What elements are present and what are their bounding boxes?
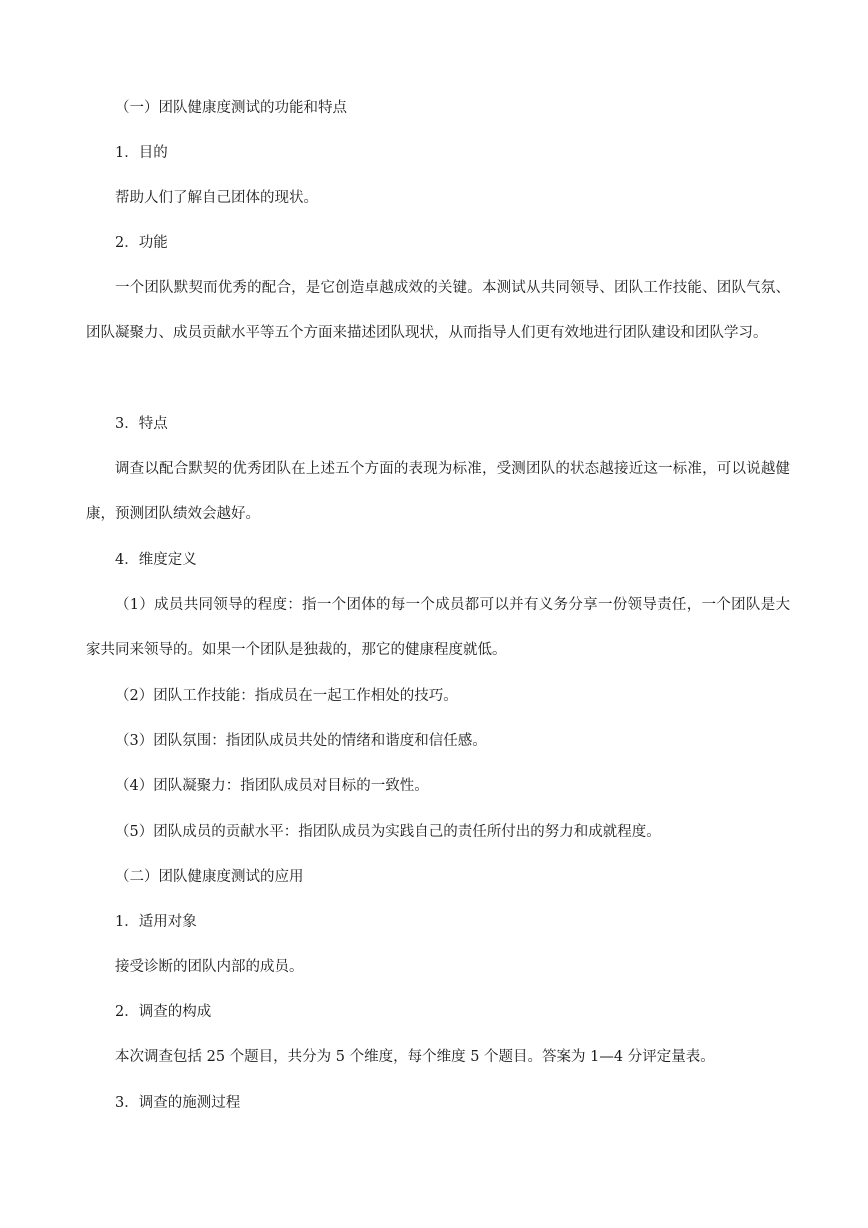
dimension-team-climate: （3）团队氛围：指团队成员共处的情绪和谐度和信任感。 bbox=[115, 733, 487, 749]
paragraph-target: 接受诊断的团队内部的成员。 bbox=[115, 959, 304, 975]
dimension-cohesion: （4）团队凝聚力：指团队成员对目标的一致性。 bbox=[115, 778, 429, 794]
paragraph-composition: 本次调查包括 25 个题目，共分为 5 个维度，每个维度 5 个题目。答案为 1—4 分评定量表。 bbox=[115, 1049, 715, 1065]
subheading-target: 1．适用对象 bbox=[115, 914, 197, 930]
dimension-team-skills: （2）团队工作技能：指成员在一起工作相处的技巧。 bbox=[115, 688, 458, 704]
subheading-function: 2．功能 bbox=[115, 235, 168, 251]
dimension-contribution: （5）团队成员的贡献水平：指团队成员为实践自己的责任所付出的努力和成就程度。 bbox=[115, 824, 661, 840]
subheading-procedure: 3．调查的施测过程 bbox=[115, 1095, 241, 1111]
section-heading-functions: （一）团队健康度测试的功能和特点 bbox=[115, 100, 347, 116]
paragraph-purpose: 帮助人们了解自己团体的现状。 bbox=[115, 190, 318, 206]
paragraph-function: 一个团队默契而优秀的配合，是它创造卓越成效的关键。本测试从共同领导、团队工作技能、团队气氛、团队凝聚力、成员贡献水平等五个方面来描述团队现状，从而指导人们更有效地进行团队建设和团队学习。 bbox=[86, 280, 790, 341]
section-heading-application: （二）团队健康度测试的应用 bbox=[115, 869, 304, 885]
dimension-shared-leadership: （1）成员共同领导的程度：指一个团体的每一个成员都可以并有义务分享一份领导责任，一个团队是大家共同来领导的。如果一个团队是独裁的，那它的健康程度就低。 bbox=[86, 597, 790, 658]
subheading-dimensions: 4．维度定义 bbox=[115, 552, 197, 568]
subheading-features: 3．特点 bbox=[115, 416, 168, 432]
subheading-purpose: 1．目的 bbox=[115, 145, 168, 161]
paragraph-features: 调查以配合默契的优秀团队在上述五个方面的表现为标准，受测团队的状态越接近这一标准，可以说越健康，预测团队绩效会越好。 bbox=[86, 461, 790, 522]
subheading-composition: 2．调查的构成 bbox=[115, 1004, 212, 1020]
